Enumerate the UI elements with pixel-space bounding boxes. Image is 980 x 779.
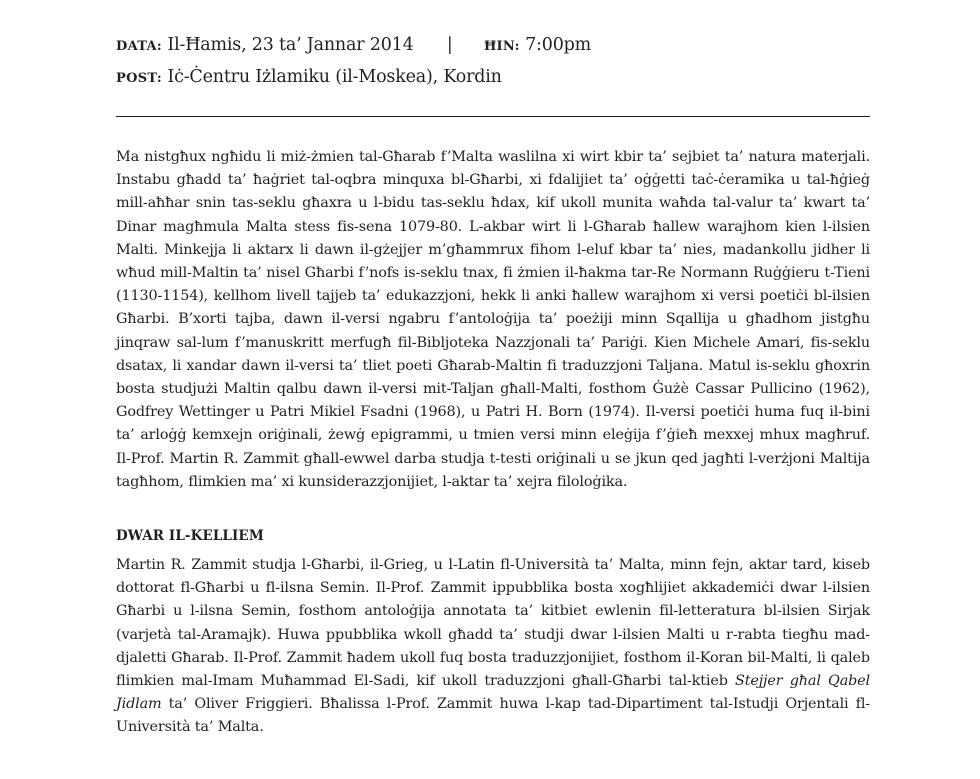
place-label: POST: — [116, 71, 162, 86]
abstract-paragraph: Ma nistgħux ngħidu li miż-żmien tal-Għarab f’Malta waslilna xi wirt kbir ta’ sejbiet ta’ natura materjali. Instabu għadd ta’ ħaġriet tal-oqbra minquxa bl-Għarbi, xi fdalijiet ta’ oġġetti taċ-ċeramika u tal-ħġieġ mill-aħħar snin tas-seklu għaxra u l-bidu tas-seklu ħdax, kif ukoll munita waħda tal-valur ta’ kwart ta’ Dinar magħmula Malta stess fis-sena 1079-80. L-akbar wirt li l-Għarab ħallew warajhom kien l-ilsien Malti. Minkejja li aktarx li dawn il-gżejjer m’għammrux fihom l-eluf kbar ta’ nies, madankollu jidher li wħud mill-Maltin ta’ nisel Għarbi f’nofs is-seklu tnax, fi żmien il-ħakma tar-Re Normann Ruġġieru t-Tieni (1130-1154), kellhom livell tajjeb ta’ edukazzjoni, hekk li anki ħallew warajhom xi versi poetiċi bl-ilsien Għarbi. B’xorti tajba, dawn il-versi ngabru f’antoloġija ta’ poeżiji minn Sqallija u għadhom jistgħu jinqraw sal-lum f’manuskritt merfugħ fil-Bibljoteka Nazzjonali ta’ Pariġi. Kien Michele Amari, fis-seklu dsatax, li xandar dawn il-versi ta’ tliet poeti Għarab-Maltin fi traduzzjoni Taljana. Matul is-seklu għoxrin bosta studjużi Maltin qalbu dawn il-versi mit-Taljan għall-Malti, fosthom Ġużè Cassar Pullicino (1962), Godfrey Wettinger u Patri Mikiel Fsadni (1968), u Patri H. Born (1974). Il-versi poetiċi huma fuq il-bini ta’ arloġġ kemxejn oriġinali, żewġ epigrammi, u tmien versi minn eleġija f’ġieħ mexxej mhux magħruf. Il-Prof. Martin R. Zammit għall-ewwel darba studja t-testi oriġinali u se jkun qed jagħti l-verżjoni Maltija tagħhom, flimkien ma’ xi kunsiderazzjonijiet, l-aktar ta’ xejra filoloġika. — [116, 149, 870, 490]
date-label: DATA: — [116, 39, 162, 54]
place-value: Iċ-Ċentru Iżlamiku (il-Moskea), Kordin — [167, 67, 502, 87]
event-details — [116, 30, 870, 94]
bio-text-start: Martin R. Zammit studja l-Għarbi, il-Grieg, u l-Latin fl-Università ta’ Malta, minn fejn, aktar tard, kiseb dottorat fl-Għarbi u fl-ilsna Semin. Il-Prof. Zammit ippubblika bosta xogħlijiet akkademiċi dwar l-ilsien Għarbi u l-ilsna Semin, fosthom antoloġija annotata ta’ kitbiet ewlenin fil-letteratura bl-ilsien Sirjak (varjetà tal-Aramajk). Huwa ppubblika wkoll għadd ta’ studji dwar l-ilsien Malti u r-rabta tiegħu mad-djaletti Għarab. Il-Prof. Zammit ħadem ukoll fuq bosta traduzzjonijiet, fosthom il-Koran bil-Malti, li qaleb flimkien mal-Imam Muħammad El-Sadi, kif ukoll traduzzjoni għall-Għarbi tal-ktieb — [116, 557, 870, 690]
speaker-heading: DWAR IL-KELLIEM — [116, 528, 264, 544]
place-line — [116, 62, 870, 94]
date-value: Il-Ħamis, 23 ta’ Jannar 2014 — [167, 35, 414, 55]
time-value: 7:00pm — [525, 35, 592, 55]
book-title: Stejjer għal Qabel Jidlam — [116, 673, 871, 713]
bio-text-end: ta’ Oliver Friggieri. Bħalissa l-Prof. Zammit huwa l-kap tad-Dipartiment tal-Istudji Orjentali fl-Università ta’ Malta. — [116, 696, 870, 736]
time-label: ĦIN: — [483, 39, 520, 54]
speaker-bio-paragraph — [116, 554, 870, 740]
separator: | — [446, 35, 453, 55]
divider-rule — [116, 116, 870, 117]
date-time-line — [116, 30, 870, 62]
